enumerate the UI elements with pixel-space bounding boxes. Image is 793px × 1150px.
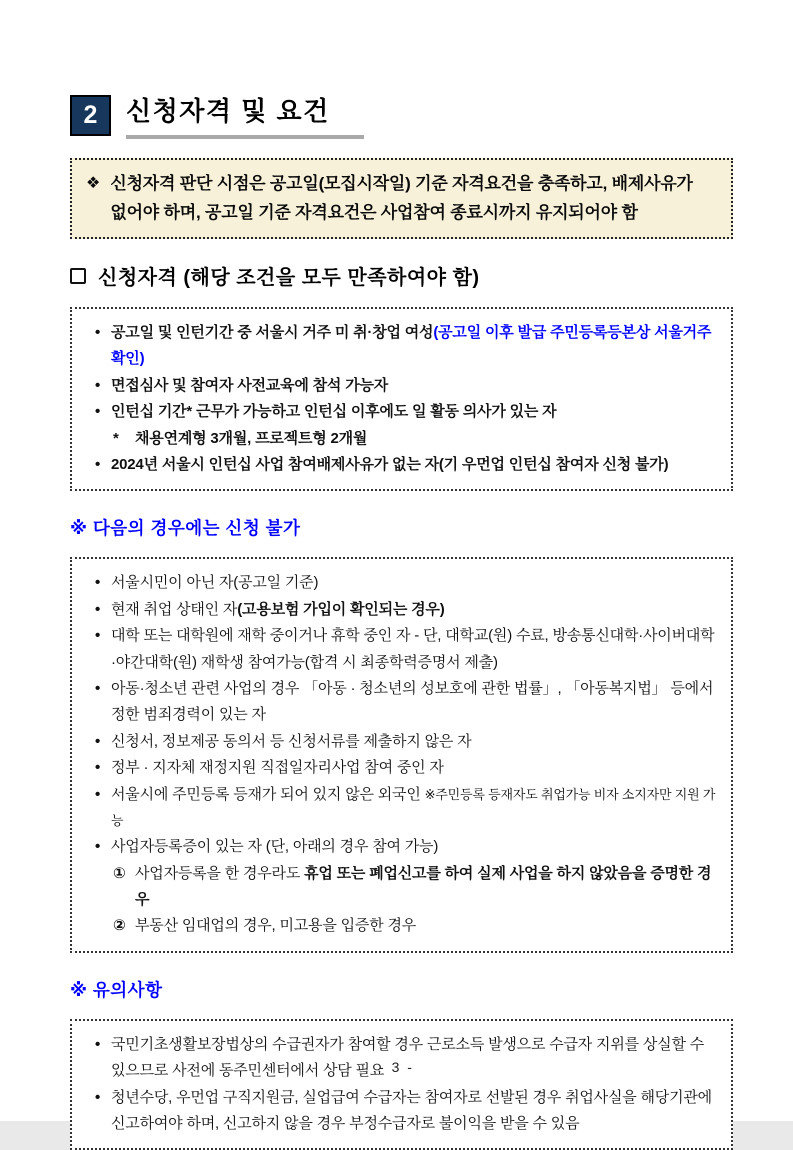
page-title: 신청자격 및 요건	[126, 96, 330, 126]
list-item	[84, 373, 719, 399]
bullet-icon: •	[94, 376, 101, 394]
eligibility-section-title: 신청자격 (해당 조건을 모두 만족하여야 함)	[98, 267, 480, 290]
section-number: 2	[83, 101, 98, 129]
page-number: - 3 -	[379, 1059, 414, 1075]
bullet-icon: •	[94, 627, 101, 645]
bullet-icon: •	[94, 759, 101, 777]
bullet-icon: ①	[113, 864, 126, 882]
list-item-text: 신청서, 정보제공 동의서 등 신청서류를 제출하지 않은 자	[111, 732, 472, 750]
list-item	[84, 623, 719, 676]
list-item-text: 부동산 임대업의 경우, 미고용을 입증한 경우	[135, 917, 417, 935]
list-item	[84, 320, 719, 373]
bullet-icon: •	[94, 1088, 101, 1106]
bullet-icon: •	[94, 1035, 101, 1053]
bullet-icon: •	[94, 600, 101, 618]
list-item-text: 사업자등록을 한 경우라도 휴업 또는 폐업신고를 하여 실제 사업을 하지 않았음을 증명한 경우	[135, 864, 712, 909]
caution-heading: ※ 유의사항	[70, 979, 163, 1000]
list-item	[84, 399, 719, 425]
list-item-text: 채용연계형 3개월, 프로젝트형 2개월	[135, 429, 368, 447]
list-item-text: 아동·청소년 관련 사업의 경우 「아동 · 청소년의 성보호에 관한 법률」, 「아동복지법」 등에서 정한 범죄경력이 있는 자	[111, 679, 714, 724]
list-item-text: 청년수당, 우먼업 구직지원금, 실업급여 수급자는 참여자로 선발된 경우 취업사실을 해당기관에 신고하여야 하며, 신고하지 않을 경우 부정수급자로 불이익을 받을 수 있음	[111, 1088, 712, 1133]
list-item	[84, 570, 719, 596]
bullet-icon: •	[94, 456, 101, 474]
list-item	[84, 834, 719, 860]
title-underline	[126, 95, 364, 139]
list-item	[84, 729, 719, 755]
list-item-text: 인턴십 기간* 근무가 가능하고 인턴십 이후에도 일 활동 의사가 있는 자	[111, 403, 557, 421]
list-item	[84, 452, 719, 478]
notice-box	[70, 158, 733, 239]
list-item	[84, 913, 719, 939]
list-item-text: 대학 또는 대학원에 재학 중이거나 휴학 중인 자 - 단, 대학교(원) 수료, 방송통신대학·사이버대학·야간대학(원) 재학생 참여가능(합격 시 최종학력증명서 제출)	[111, 627, 715, 671]
list-item	[84, 782, 719, 835]
caution-box	[70, 1019, 733, 1150]
list-item-text: 사업자등록증이 있는 자 (단, 아래의 경우 참여 가능)	[111, 838, 439, 856]
bullet-icon: •	[94, 838, 101, 856]
checkbox-icon	[70, 268, 86, 284]
section-header	[70, 95, 733, 139]
restriction-box	[70, 557, 733, 952]
list-item	[84, 426, 719, 452]
eligibility-box	[70, 307, 733, 491]
section-number-badge	[70, 95, 111, 136]
bullet-icon: •	[94, 679, 101, 697]
list-item-text: 정부 · 지자체 재정지원 직접일자리사업 참여 중인 자	[111, 759, 444, 777]
eligibility-section-heading	[70, 261, 733, 290]
bullet-icon: •	[94, 785, 101, 803]
list-item-text: 국민기초생활보장법상의 수급권자가 참여할 경우 근로소득 발생으로 수급자 지위를 상실할 수 있으므로 사전에 동주민센터에서 상담 필요	[111, 1035, 705, 1080]
bullet-icon: •	[94, 403, 101, 421]
restriction-heading: ※ 다음의 경우에는 신청 불가	[70, 518, 301, 539]
bullet-icon: •	[94, 732, 101, 750]
bullet-icon: •	[94, 574, 101, 592]
list-item-text: 현재 취업 상태인 자(고용보험 가입이 확인되는 경우)	[111, 600, 445, 618]
bullet-icon: •	[94, 324, 101, 342]
list-item	[84, 861, 719, 914]
list-item-text: 2024년 서울시 인턴십 사업 참여배제사유가 없는 자(기 우먼업 인턴십 참여자 신청 불가)	[111, 456, 669, 474]
list-item-text: 면접심사 및 참여자 사전교육에 참석 가능자	[111, 376, 389, 394]
list-item-text: 서울시에 주민등록 등재가 되어 있지 않은 외국인 ※주민등록 등재자도 취업가능 비자 소지자만 지원 가능	[111, 785, 716, 828]
list-item-text: 공고일 및 인턴기간 중 서울시 거주 미 취·창업 여성(공고일 이후 발급 주민등록등본상 서울거주 확인)	[111, 324, 712, 368]
bullet-icon: *	[113, 429, 119, 447]
notice-text	[110, 169, 692, 227]
diamond-bullet-icon: ❖	[86, 174, 101, 192]
notice-line-2: 없어야 하며, 공고일 기준 자격요건은 사업참여 종료시까지 유지되어야 함	[110, 202, 638, 222]
bullet-icon: ②	[113, 917, 126, 935]
list-item	[84, 676, 719, 729]
list-item	[84, 597, 719, 623]
list-item	[84, 755, 719, 781]
notice-line-1: 신청자격 판단 시점은 공고일(모집시작일) 기준 자격요건을 충족하고, 배제사유가	[110, 173, 693, 193]
list-item	[84, 1085, 719, 1138]
list-item-text: 서울시민이 아닌 자(공고일 기준)	[111, 574, 319, 592]
